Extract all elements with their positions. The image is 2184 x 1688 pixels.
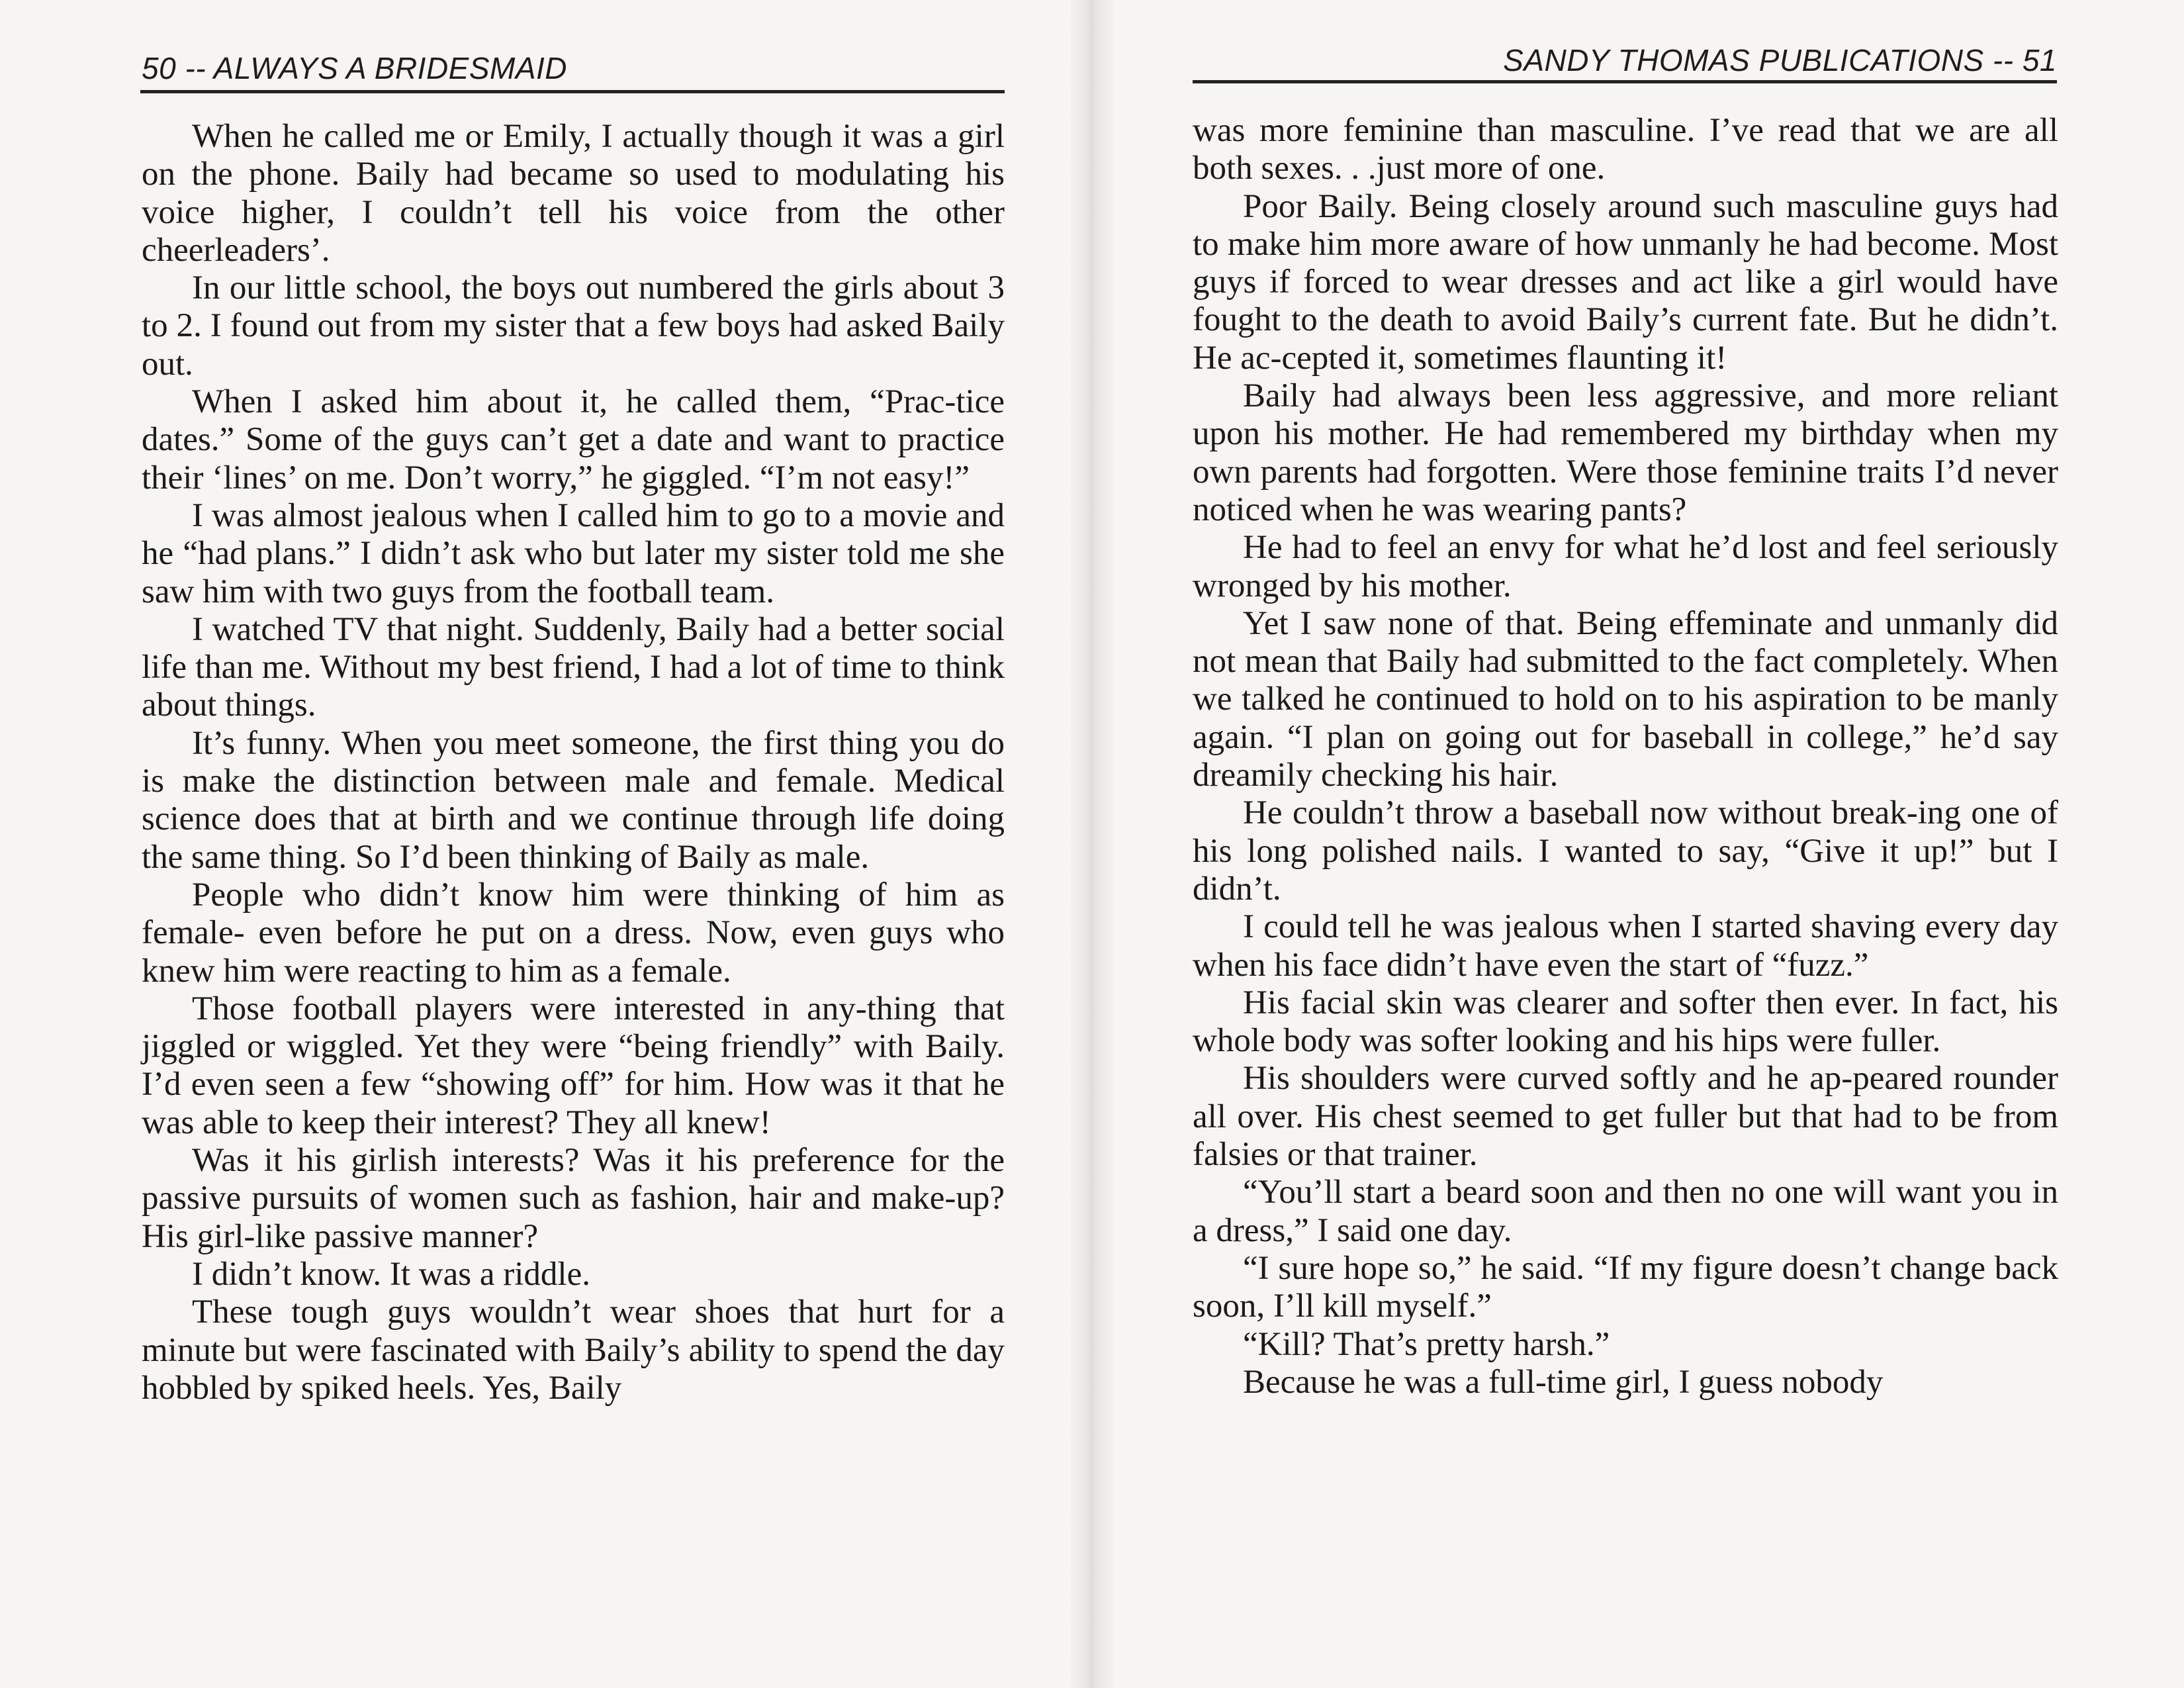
left-page — [0, 0, 1071, 1688]
right-body-text — [1193, 112, 2058, 1401]
paragraph: “You’ll start a beard soon and then no one will want you in a dress,” I said one day. — [1193, 1174, 2058, 1249]
paragraph: His shoulders were curved softly and he ap-peared rounder all over. His chest seemed to get fuller but that had to be from falsies or that trainer. — [1193, 1060, 2058, 1174]
paragraph: His facial skin was clearer and softer then ever. In fact, his whole body was softer looking and his hips were fuller. — [1193, 984, 2058, 1060]
paragraph: He couldn’t throw a baseball now without break-ing one of his long polished nails. I wanted to say, “Give it up!” but I didn’t. — [1193, 794, 2058, 908]
paragraph: I didn’t know. It was a riddle. — [192, 1255, 590, 1293]
paragraph: Baily had always been less aggressive, and more reliant upon his mother. He had remembered my birthday when my own parents had forgotten. Were those feminine traits I’d never noticed when he was wearing pants? — [1193, 377, 2058, 528]
book-gutter — [1071, 0, 1113, 1688]
paragraph: I could tell he was jealous when I started shaving every day when his face didn’t have even the start of “fuzz.” — [1193, 908, 2058, 984]
paragraph: Yet I saw none of that. Being effeminate and unmanly did not mean that Baily had submitted to the fact completely. When we talked he continued to hold on to his aspiration to be manly again. “I plan on going out for baseball in college,” he’d say dreamily checking his hair. — [1193, 604, 2058, 794]
paragraph: These tough guys wouldn’t wear shoes that hurt for a minute but were fascinated with Baily’s ability to spend the day hobbled by spiked heels. Yes, Baily — [142, 1293, 1005, 1407]
paragraph: People who didn’t know him were thinking of him as female- even before he put on a dress. Now, even guys who knew him were reacting to him as a female. — [142, 876, 1005, 990]
paragraph: I was almost jealous when I called him to go to a movie and he “had plans.” I didn’t ask who but later my sister told me she saw him with two guys from the football team. — [142, 496, 1005, 610]
paragraph: It’s funny. When you meet someone, the first thing you do is make the distinction between male and female. Medical science does that at birth and we continue through life doing the same thing. So I’d been thinking of Baily as male. — [142, 724, 1005, 876]
paragraph: Poor Baily. Being closely around such masculine guys had to make him more aware of how unmanly he had become. Most guys if forced to wear dresses and act like a girl would have fought to the death to avoid Baily’s current fate. But he didn’t. He ac-cepted it, sometimes flaunting it! — [1193, 187, 2058, 377]
right-page — [1113, 0, 2184, 1688]
left-header-rule — [140, 90, 1005, 93]
paragraph: When he called me or Emily, I actually though it was a girl on the phone. Baily had became so used to modulating his voice higher, I couldn’t tell his voice from the other cheerleaders’. — [142, 118, 1005, 269]
paragraph: I watched TV that night. Suddenly, Baily had a better social life than me. Without my best friend, I had a lot of time to think about things. — [142, 610, 1005, 724]
paragraph: Because he was a full-time girl, I guess nobody — [1243, 1363, 1884, 1401]
left-body-text — [142, 118, 1005, 1407]
paragraph: Those football players were interested in any-thing that jiggled or wiggled. Yet they were “being friendly” with Baily. I’d even seen a few “showing off” for him. How was it that he was able to keep their interest? They all knew! — [142, 990, 1005, 1141]
continuation-paragraph: was more feminine than masculine. I’ve read that we are all both sexes. . .just more of one. — [1193, 112, 2058, 187]
left-running-head: 50 -- ALWAYS A BRIDESMAID — [142, 51, 568, 85]
paragraph: “Kill? That’s pretty harsh.” — [1243, 1325, 1610, 1363]
paragraph: In our little school, the boys out numbered the girls about 3 to 2. I found out from my sister that a few boys had asked Baily out. — [142, 269, 1005, 383]
paragraph: He had to feel an envy for what he’d lost and feel seriously wronged by his mother. — [1193, 529, 2058, 604]
right-header-rule — [1193, 80, 2057, 83]
paragraph: “I sure hope so,” he said. “If my figure doesn’t change back soon, I’ll kill myself.” — [1193, 1249, 2058, 1325]
paragraph: When I asked him about it, he called them, “Prac-tice dates.” Some of the guys can’t get a date and want to practice their ‘lines’ on me. Don’t worry,” he giggled. “I’m not easy!” — [142, 383, 1005, 496]
paragraph: Was it his girlish interests? Was it his preference for the passive pursuits of women such as fashion, hair and make-up? His girl-like passive manner? — [142, 1142, 1005, 1255]
right-running-head: SANDY THOMAS PUBLICATIONS -- 51 — [1503, 43, 2057, 77]
